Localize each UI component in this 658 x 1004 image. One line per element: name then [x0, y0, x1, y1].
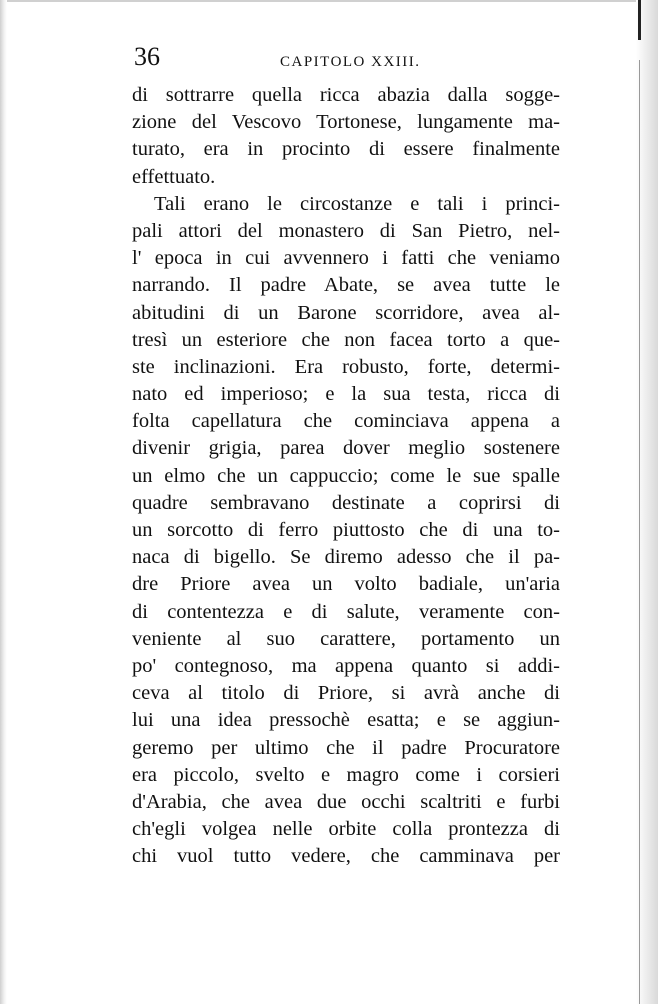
scan-top-edge — [0, 0, 658, 2]
body-text — [132, 82, 560, 870]
text-line: nato ed imperioso; e la sua testa, ricca di — [132, 383, 560, 406]
text-line: turato, era in procinto di essere finalmente — [132, 138, 560, 161]
text-line: dre Priore avea un volto badiale, un'aria — [132, 573, 560, 596]
text-line: Tali erano le circostanze e tali i princi- — [154, 192, 560, 215]
text-line: po' contegnoso, ma appena quanto si addi- — [132, 654, 560, 677]
text-line: folta capellatura che cominciava appena a — [132, 410, 560, 433]
text-line: narrando. Il padre Abate, se avea tutte le — [132, 274, 560, 297]
binding-mark — [638, 0, 641, 40]
text-line: zione del Vescovo Tortonese, lungamente ma- — [132, 111, 560, 134]
text-line: ste inclinazioni. Era robusto, forte, determi- — [132, 355, 560, 378]
text-line: d'Arabia, che avea due occhi scaltriti e furbi — [132, 790, 560, 813]
scan-left-edge — [0, 0, 7, 1004]
text-line: un elmo che un cappuccio; come le sue spalle — [132, 464, 560, 487]
text-line: quadre sembravano destinate a coprirsi di — [132, 491, 560, 514]
text-line: di sottrarre quella ricca abazia dalla sogge- — [132, 84, 560, 106]
page-edge-rule — [639, 60, 640, 1004]
page-number: 36 — [134, 42, 160, 71]
text-line: chi vuol tutto vedere, che camminava per — [132, 845, 560, 868]
text-line: un sorcotto di ferro piuttosto che di una to- — [132, 519, 560, 541]
text-line: lui una idea pressochè esatta; e se aggiun- — [132, 709, 560, 732]
text-line: divenir grigia, parea dover meglio sostenere — [132, 437, 560, 460]
running-head: CAPITOLO XXIII. — [280, 54, 421, 70]
text-line: effettuato. — [132, 165, 216, 188]
text-line: tresì un esteriore che non facea torto a que- — [132, 328, 560, 351]
text-line: era piccolo, svelto e magro come i corsieri — [132, 763, 560, 786]
text-line: pali attori del monastero di San Pietro, nel- — [132, 219, 560, 242]
page-header — [132, 40, 562, 80]
text-line: naca di bigello. Se diremo adesso che il pa- — [132, 546, 560, 569]
text-line: ceva al titolo di Priore, si avrà anche di — [132, 682, 560, 705]
text-line: veniente al suo carattere, portamento un — [132, 627, 560, 650]
text-line: abitudini di un Barone scorridore, avea al- — [132, 301, 560, 324]
text-line: geremo per ultimo che il padre Procuratore — [132, 736, 560, 759]
text-line: ch'egli volgea nelle orbite colla prontezza di — [132, 818, 560, 841]
text-line: l' epoca in cui avvennero i fatti che veniamo — [132, 247, 560, 270]
text-line: di contentezza e di salute, veramente con- — [132, 600, 560, 623]
